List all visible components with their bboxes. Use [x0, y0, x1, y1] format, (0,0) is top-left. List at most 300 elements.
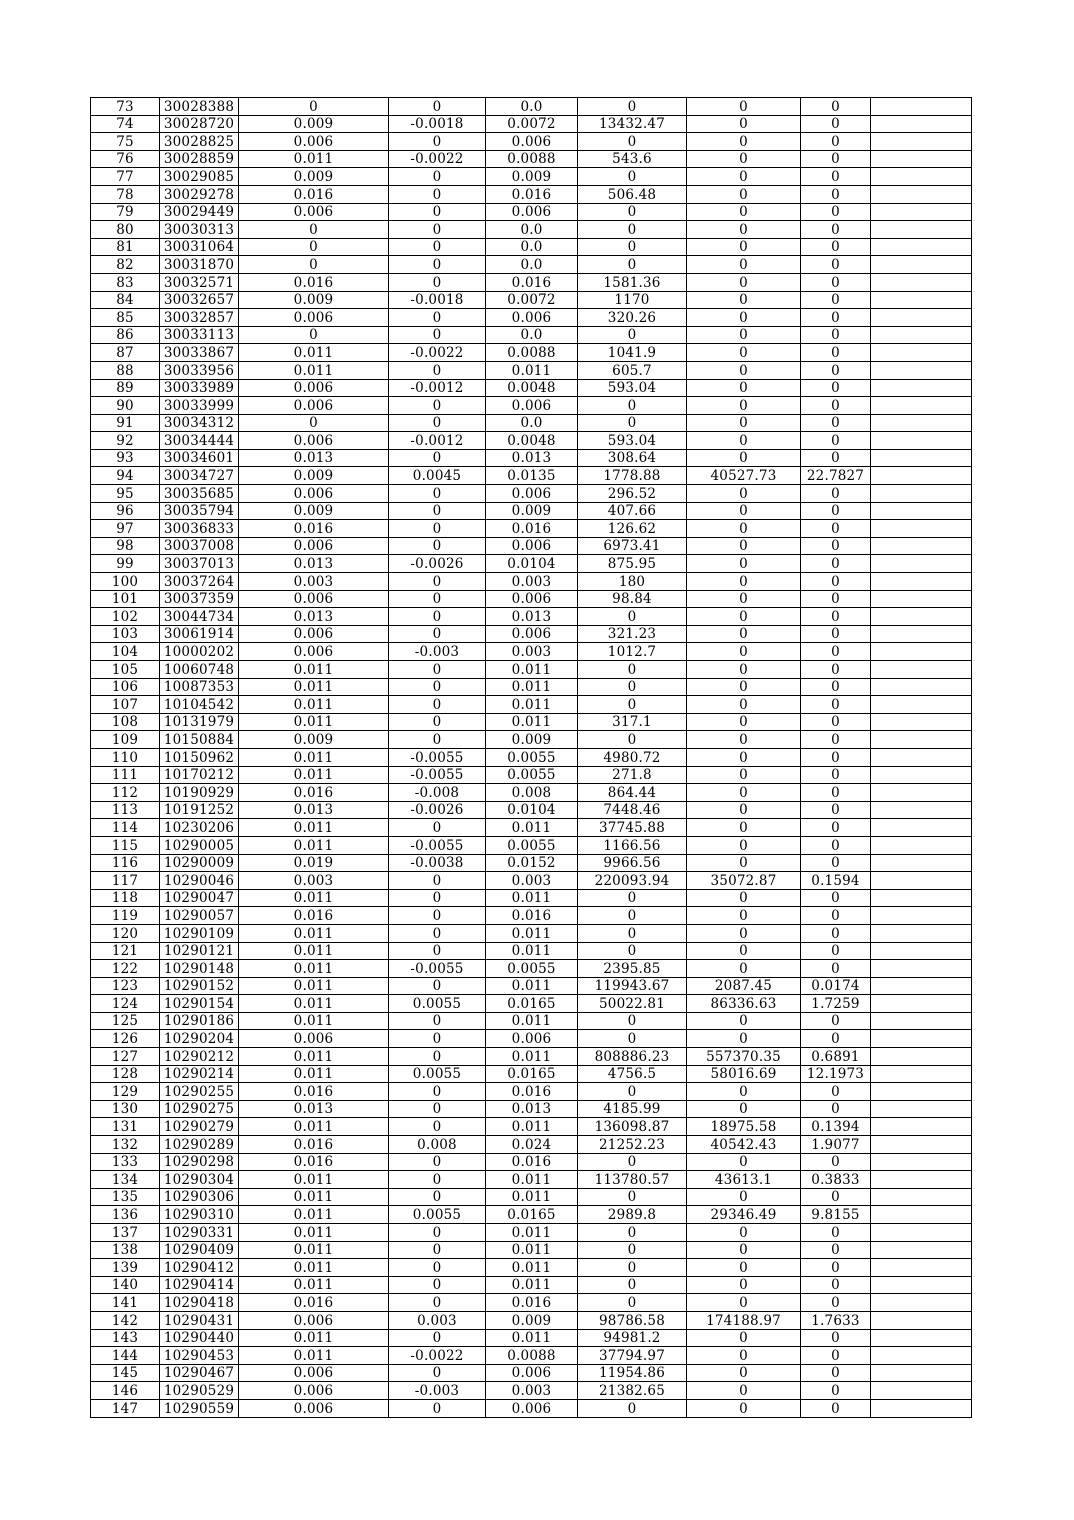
- rate-cell: 0.009: [239, 467, 389, 485]
- amount-cell: 6973.41: [578, 537, 687, 555]
- rate-cell: 0.006: [239, 1311, 389, 1329]
- blank-cell: [871, 1382, 972, 1400]
- adjustment-cell: 0: [389, 1364, 486, 1382]
- amount-cell: 308.64: [578, 449, 687, 467]
- value-cell: 18975.58: [687, 1118, 801, 1136]
- amount-cell: 13432.47: [578, 115, 687, 133]
- value-cell: 0: [687, 115, 801, 133]
- adjustment-cell: 0: [389, 256, 486, 274]
- table-body: [91, 98, 972, 1418]
- table-row: [91, 256, 972, 274]
- rate-cell: 0: [239, 256, 389, 274]
- row-number: 136: [91, 1206, 160, 1224]
- row-number: 131: [91, 1118, 160, 1136]
- net-rate-cell: 0.013: [486, 1100, 578, 1118]
- record-id: 10230206: [160, 819, 239, 837]
- adjustment-cell: 0.0045: [389, 467, 486, 485]
- rate-cell: 0.006: [239, 1364, 389, 1382]
- amount-cell: 0: [578, 608, 687, 626]
- row-number: 86: [91, 326, 160, 344]
- record-id: 10290046: [160, 872, 239, 890]
- ratio-cell: 0: [801, 1224, 871, 1242]
- table-row: [91, 573, 972, 591]
- record-id: 30033113: [160, 326, 239, 344]
- blank-cell: [871, 1100, 972, 1118]
- rate-cell: 0.003: [239, 573, 389, 591]
- ratio-cell: 0: [801, 713, 871, 731]
- adjustment-cell: -0.008: [389, 784, 486, 802]
- record-id: 30028720: [160, 115, 239, 133]
- table-row: [91, 203, 972, 221]
- amount-cell: 593.04: [578, 432, 687, 450]
- net-rate-cell: 0.0: [486, 221, 578, 239]
- row-number: 90: [91, 397, 160, 415]
- row-number: 114: [91, 819, 160, 837]
- ratio-cell: 0: [801, 98, 871, 116]
- ratio-cell: 0: [801, 678, 871, 696]
- blank-cell: [871, 573, 972, 591]
- net-rate-cell: 0.0088: [486, 1347, 578, 1365]
- rate-cell: 0.011: [239, 1188, 389, 1206]
- blank-cell: [871, 748, 972, 766]
- row-number: 84: [91, 291, 160, 309]
- rate-cell: 0.006: [239, 1382, 389, 1400]
- ratio-cell: 0.1394: [801, 1118, 871, 1136]
- row-number: 128: [91, 1065, 160, 1083]
- value-cell: 86336.63: [687, 995, 801, 1013]
- net-rate-cell: 0.0055: [486, 960, 578, 978]
- record-id: 10290418: [160, 1294, 239, 1312]
- table-row: [91, 766, 972, 784]
- record-id: 30033956: [160, 361, 239, 379]
- net-rate-cell: 0.006: [486, 1030, 578, 1048]
- rate-cell: 0.019: [239, 854, 389, 872]
- blank-cell: [871, 238, 972, 256]
- row-number: 111: [91, 766, 160, 784]
- record-id: 10170212: [160, 766, 239, 784]
- amount-cell: 0: [578, 678, 687, 696]
- ratio-cell: 0: [801, 573, 871, 591]
- rate-cell: 0.016: [239, 520, 389, 538]
- amount-cell: 4756.5: [578, 1065, 687, 1083]
- adjustment-cell: 0: [389, 1399, 486, 1417]
- blank-cell: [871, 995, 972, 1013]
- adjustment-cell: -0.0022: [389, 344, 486, 362]
- net-rate-cell: 0.011: [486, 889, 578, 907]
- value-cell: 0: [687, 432, 801, 450]
- adjustment-cell: 0: [389, 414, 486, 432]
- row-number: 146: [91, 1382, 160, 1400]
- row-number: 99: [91, 555, 160, 573]
- value-cell: 0: [687, 924, 801, 942]
- value-cell: 0: [687, 537, 801, 555]
- row-number: 139: [91, 1259, 160, 1277]
- ratio-cell: 0: [801, 1259, 871, 1277]
- net-rate-cell: 0.006: [486, 485, 578, 503]
- amount-cell: 0: [578, 696, 687, 714]
- net-rate-cell: 0.016: [486, 907, 578, 925]
- adjustment-cell: 0: [389, 133, 486, 151]
- net-rate-cell: 0.016: [486, 520, 578, 538]
- record-id: 10290409: [160, 1241, 239, 1259]
- net-rate-cell: 0.0165: [486, 995, 578, 1013]
- value-cell: 0: [687, 1153, 801, 1171]
- net-rate-cell: 0.006: [486, 1399, 578, 1417]
- rate-cell: 0.006: [239, 485, 389, 503]
- rate-cell: 0.011: [239, 1048, 389, 1066]
- blank-cell: [871, 713, 972, 731]
- rate-cell: 0.011: [239, 766, 389, 784]
- record-id: 10290414: [160, 1276, 239, 1294]
- net-rate-cell: 0.0135: [486, 467, 578, 485]
- adjustment-cell: -0.0055: [389, 766, 486, 784]
- value-cell: 0: [687, 1382, 801, 1400]
- amount-cell: 7448.46: [578, 801, 687, 819]
- ratio-cell: 1.7259: [801, 995, 871, 1013]
- row-number: 93: [91, 449, 160, 467]
- net-rate-cell: 0.0: [486, 256, 578, 274]
- row-number: 144: [91, 1347, 160, 1365]
- blank-cell: [871, 203, 972, 221]
- blank-cell: [871, 1294, 972, 1312]
- record-id: 10131979: [160, 713, 239, 731]
- amount-cell: 0: [578, 1188, 687, 1206]
- net-rate-cell: 0.0072: [486, 291, 578, 309]
- value-cell: 40542.43: [687, 1136, 801, 1154]
- amount-cell: 0: [578, 168, 687, 186]
- value-cell: 0: [687, 291, 801, 309]
- rate-cell: 0: [239, 98, 389, 116]
- ratio-cell: 0: [801, 326, 871, 344]
- net-rate-cell: 0.006: [486, 1364, 578, 1382]
- net-rate-cell: 0.011: [486, 1118, 578, 1136]
- value-cell: 0: [687, 1347, 801, 1365]
- amount-cell: 50022.81: [578, 995, 687, 1013]
- blank-cell: [871, 608, 972, 626]
- amount-cell: 37745.88: [578, 819, 687, 837]
- amount-cell: 0: [578, 326, 687, 344]
- rate-cell: 0.011: [239, 696, 389, 714]
- row-number: 125: [91, 1012, 160, 1030]
- net-rate-cell: 0.0088: [486, 344, 578, 362]
- blank-cell: [871, 449, 972, 467]
- adjustment-cell: 0: [389, 520, 486, 538]
- net-rate-cell: 0.008: [486, 784, 578, 802]
- table-row: [91, 1153, 972, 1171]
- adjustment-cell: 0: [389, 1294, 486, 1312]
- row-number: 137: [91, 1224, 160, 1242]
- adjustment-cell: 0: [389, 977, 486, 995]
- ratio-cell: 0: [801, 273, 871, 291]
- amount-cell: 296.52: [578, 485, 687, 503]
- row-number: 132: [91, 1136, 160, 1154]
- value-cell: 0: [687, 414, 801, 432]
- ratio-cell: 0: [801, 1364, 871, 1382]
- blank-cell: [871, 1259, 972, 1277]
- row-number: 130: [91, 1100, 160, 1118]
- ratio-cell: 0: [801, 309, 871, 327]
- amount-cell: 0: [578, 731, 687, 749]
- adjustment-cell: 0: [389, 872, 486, 890]
- table-row: [91, 1118, 972, 1136]
- amount-cell: 1778.88: [578, 467, 687, 485]
- row-number: 88: [91, 361, 160, 379]
- rate-cell: 0.006: [239, 379, 389, 397]
- row-number: 147: [91, 1399, 160, 1417]
- rate-cell: 0.013: [239, 608, 389, 626]
- adjustment-cell: 0: [389, 1276, 486, 1294]
- value-cell: 0: [687, 1083, 801, 1101]
- rate-cell: 0.011: [239, 150, 389, 168]
- net-rate-cell: 0.0104: [486, 555, 578, 573]
- blank-cell: [871, 784, 972, 802]
- adjustment-cell: 0: [389, 1012, 486, 1030]
- net-rate-cell: 0.016: [486, 185, 578, 203]
- ratio-cell: 0: [801, 361, 871, 379]
- rate-cell: 0.016: [239, 1153, 389, 1171]
- blank-cell: [871, 221, 972, 239]
- net-rate-cell: 0.0152: [486, 854, 578, 872]
- net-rate-cell: 0.011: [486, 713, 578, 731]
- rate-cell: 0: [239, 238, 389, 256]
- row-number: 92: [91, 432, 160, 450]
- amount-cell: 0: [578, 1259, 687, 1277]
- row-number: 83: [91, 273, 160, 291]
- rate-cell: 0.011: [239, 678, 389, 696]
- value-cell: 0: [687, 98, 801, 116]
- ratio-cell: 0: [801, 942, 871, 960]
- rate-cell: 0.006: [239, 1399, 389, 1417]
- amount-cell: 1012.7: [578, 643, 687, 661]
- table-row: [91, 1065, 972, 1083]
- ratio-cell: 0: [801, 819, 871, 837]
- amount-cell: 11954.86: [578, 1364, 687, 1382]
- net-rate-cell: 0.0104: [486, 801, 578, 819]
- table-row: [91, 1382, 972, 1400]
- rate-cell: 0.011: [239, 1171, 389, 1189]
- ratio-cell: 0: [801, 221, 871, 239]
- amount-cell: 875.95: [578, 555, 687, 573]
- table-row: [91, 872, 972, 890]
- table-row: [91, 731, 972, 749]
- ratio-cell: 12.1973: [801, 1065, 871, 1083]
- net-rate-cell: 0.024: [486, 1136, 578, 1154]
- row-number: 100: [91, 573, 160, 591]
- ratio-cell: 0: [801, 520, 871, 538]
- rate-cell: 0.003: [239, 872, 389, 890]
- blank-cell: [871, 872, 972, 890]
- table-row: [91, 801, 972, 819]
- ratio-cell: 0: [801, 748, 871, 766]
- blank-cell: [871, 256, 972, 274]
- value-cell: 0: [687, 133, 801, 151]
- table-row: [91, 449, 972, 467]
- rate-cell: 0.006: [239, 203, 389, 221]
- ratio-cell: 0.6891: [801, 1048, 871, 1066]
- table-row: [91, 995, 972, 1013]
- row-number: 74: [91, 115, 160, 133]
- table-row: [91, 678, 972, 696]
- value-cell: 0: [687, 784, 801, 802]
- adjustment-cell: 0: [389, 502, 486, 520]
- value-cell: 0: [687, 309, 801, 327]
- record-id: 10087353: [160, 678, 239, 696]
- record-id: 30061914: [160, 625, 239, 643]
- amount-cell: 0: [578, 414, 687, 432]
- net-rate-cell: 0.006: [486, 203, 578, 221]
- value-cell: 0: [687, 1241, 801, 1259]
- rate-cell: 0.013: [239, 1100, 389, 1118]
- ratio-cell: 1.7633: [801, 1311, 871, 1329]
- blank-cell: [871, 150, 972, 168]
- record-id: 30035685: [160, 485, 239, 503]
- blank-cell: [871, 801, 972, 819]
- ratio-cell: 0: [801, 1382, 871, 1400]
- rate-cell: 0.016: [239, 784, 389, 802]
- adjustment-cell: 0: [389, 1259, 486, 1277]
- net-rate-cell: 0.011: [486, 924, 578, 942]
- blank-cell: [871, 942, 972, 960]
- adjustment-cell: 0: [389, 678, 486, 696]
- value-cell: 0: [687, 502, 801, 520]
- table-row: [91, 1259, 972, 1277]
- amount-cell: 0: [578, 1294, 687, 1312]
- blank-cell: [871, 590, 972, 608]
- net-rate-cell: 0.016: [486, 1294, 578, 1312]
- record-id: 10290214: [160, 1065, 239, 1083]
- value-cell: 0: [687, 150, 801, 168]
- row-number: 75: [91, 133, 160, 151]
- value-cell: 0: [687, 344, 801, 362]
- record-id: 30033999: [160, 397, 239, 415]
- amount-cell: 21382.65: [578, 1382, 687, 1400]
- value-cell: 0: [687, 1224, 801, 1242]
- adjustment-cell: -0.0022: [389, 150, 486, 168]
- amount-cell: 113780.57: [578, 1171, 687, 1189]
- table-row: [91, 625, 972, 643]
- value-cell: 0: [687, 713, 801, 731]
- row-number: 124: [91, 995, 160, 1013]
- rate-cell: 0.016: [239, 907, 389, 925]
- row-number: 94: [91, 467, 160, 485]
- record-id: 10290431: [160, 1311, 239, 1329]
- adjustment-cell: -0.0026: [389, 801, 486, 819]
- amount-cell: 98786.58: [578, 1311, 687, 1329]
- amount-cell: 0: [578, 1224, 687, 1242]
- value-cell: 0: [687, 801, 801, 819]
- adjustment-cell: 0.003: [389, 1311, 486, 1329]
- adjustment-cell: -0.0018: [389, 115, 486, 133]
- adjustment-cell: 0: [389, 661, 486, 679]
- ratio-cell: 0.1594: [801, 872, 871, 890]
- adjustment-cell: 0: [389, 924, 486, 942]
- amount-cell: 1170: [578, 291, 687, 309]
- blank-cell: [871, 185, 972, 203]
- ratio-cell: 0: [801, 661, 871, 679]
- rate-cell: 0.011: [239, 995, 389, 1013]
- rate-cell: 0.013: [239, 801, 389, 819]
- ratio-cell: 0: [801, 801, 871, 819]
- net-rate-cell: 0.016: [486, 273, 578, 291]
- amount-cell: 1041.9: [578, 344, 687, 362]
- ratio-cell: 0: [801, 836, 871, 854]
- row-number: 79: [91, 203, 160, 221]
- record-id: 30034312: [160, 414, 239, 432]
- adjustment-cell: 0: [389, 273, 486, 291]
- blank-cell: [871, 1083, 972, 1101]
- blank-cell: [871, 1171, 972, 1189]
- net-rate-cell: 0.011: [486, 1188, 578, 1206]
- rate-cell: 0.011: [239, 1347, 389, 1365]
- table-row: [91, 854, 972, 872]
- blank-cell: [871, 1153, 972, 1171]
- record-id: 30031064: [160, 238, 239, 256]
- value-cell: 0: [687, 1294, 801, 1312]
- amount-cell: 0: [578, 1083, 687, 1101]
- value-cell: 0: [687, 889, 801, 907]
- rate-cell: 0.016: [239, 273, 389, 291]
- adjustment-cell: 0: [389, 1083, 486, 1101]
- blank-cell: [871, 696, 972, 714]
- value-cell: 58016.69: [687, 1065, 801, 1083]
- amount-cell: 9966.56: [578, 854, 687, 872]
- row-number: 77: [91, 168, 160, 186]
- net-rate-cell: 0.0: [486, 414, 578, 432]
- row-number: 105: [91, 661, 160, 679]
- row-number: 80: [91, 221, 160, 239]
- value-cell: 0: [687, 678, 801, 696]
- adjustment-cell: 0: [389, 590, 486, 608]
- row-number: 119: [91, 907, 160, 925]
- amount-cell: 0: [578, 1399, 687, 1417]
- record-id: 30037013: [160, 555, 239, 573]
- value-cell: 0: [687, 854, 801, 872]
- amount-cell: 126.62: [578, 520, 687, 538]
- table-row: [91, 1100, 972, 1118]
- net-rate-cell: 0.003: [486, 1382, 578, 1400]
- record-id: 30044734: [160, 608, 239, 626]
- ratio-cell: 0: [801, 924, 871, 942]
- blank-cell: [871, 960, 972, 978]
- value-cell: 0: [687, 273, 801, 291]
- adjustment-cell: 0: [389, 1329, 486, 1347]
- table-row: [91, 696, 972, 714]
- record-id: 10150884: [160, 731, 239, 749]
- value-cell: 0: [687, 221, 801, 239]
- row-number: 97: [91, 520, 160, 538]
- table-row: [91, 1030, 972, 1048]
- blank-cell: [871, 397, 972, 415]
- blank-cell: [871, 309, 972, 327]
- value-cell: 0: [687, 1188, 801, 1206]
- blank-cell: [871, 766, 972, 784]
- ratio-cell: 0: [801, 1012, 871, 1030]
- row-number: 123: [91, 977, 160, 995]
- amount-cell: 0: [578, 1276, 687, 1294]
- record-id: 10290152: [160, 977, 239, 995]
- amount-cell: 136098.87: [578, 1118, 687, 1136]
- rate-cell: 0.016: [239, 185, 389, 203]
- record-id: 30028859: [160, 150, 239, 168]
- record-id: 30031870: [160, 256, 239, 274]
- ratio-cell: 0: [801, 590, 871, 608]
- table-row: [91, 1241, 972, 1259]
- net-rate-cell: 0.006: [486, 537, 578, 555]
- amount-cell: 0: [578, 661, 687, 679]
- row-number: 117: [91, 872, 160, 890]
- record-id: 10290186: [160, 1012, 239, 1030]
- net-rate-cell: 0.0072: [486, 115, 578, 133]
